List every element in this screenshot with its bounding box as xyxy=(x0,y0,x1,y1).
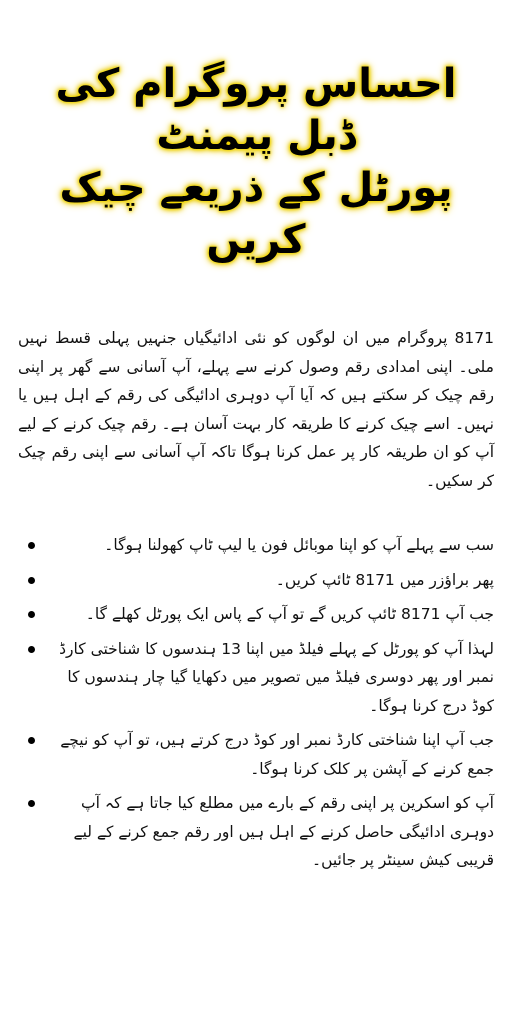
list-item xyxy=(18,566,494,595)
step-text: آپ کو اسکرین پر اپنی رقم کے بارے میں مطلع کیا جاتا ہے کہ آپ دوہری ادائیگی حاصل کرنے کے اہل ہیں اور رقم جمع کرنے کے لیے قریبی کیش سینٹر پر جائیں۔ xyxy=(73,794,494,869)
list-item xyxy=(18,726,494,783)
page-title xyxy=(18,58,494,266)
bullet-icon xyxy=(28,577,35,584)
bullet-icon xyxy=(28,800,35,807)
bullet-icon xyxy=(28,737,35,744)
article-page xyxy=(0,58,512,1024)
bullet-icon xyxy=(28,611,35,618)
list-item xyxy=(18,635,494,721)
list-item xyxy=(18,789,494,875)
step-text: سب سے پہلے آپ کو اپنا موبائل فون یا لیپ ٹاپ کھولنا ہوگا۔ xyxy=(104,536,494,554)
step-text: جب آپ 8171 ٹائپ کریں گے تو آپ کے پاس ایک پورٹل کھلے گا۔ xyxy=(85,605,494,623)
step-text: جب آپ اپنا شناختی کارڈ نمبر اور کوڈ درج کرتے ہیں، تو آپ کو نیچے جمع کرنے کے آپشن پر کلک کرنا ہوگا۔ xyxy=(60,731,494,778)
list-item xyxy=(18,531,494,560)
bullet-icon xyxy=(28,646,35,653)
intro-paragraph: 8171 پروگرام میں ان لوگوں کو نئی ادائیگیاں جنہیں پہلی قسط نہیں ملی۔ اپنی امدادی رقم وصول کرنے سے پہلے، آپ آسانی سے گھر پر اپنی رقم چیک کر سکتے ہیں کہ آیا آپ دوہری ادائیگی کی رقم کے اہل ہیں یا نہیں۔ اسے چیک کرنے کا طریقہ کار بہت آسان ہے۔ رقم چیک کرنے کے لیے آپ کو ان طریقہ کار پر عمل کرنا ہوگا تاکہ آپ آسانی سے اپنی رقم چیک کر سکیں۔ xyxy=(18,329,494,490)
step-text: پھر براؤزر میں 8171 ٹائپ کریں۔ xyxy=(275,570,494,589)
bullet-icon xyxy=(28,542,35,549)
title-line-2: پورٹل کے ذریعے چیک کریں xyxy=(59,165,453,263)
step-text: لہذا آپ کو پورٹل کے پہلے فیلڈ میں اپنا 13 ہندسوں کا شناختی کارڈ نمبر اور پھر دوسری فیلڈ میں تصویر میں دکھایا گیا چار ہندسوں کا کوڈ درج کرنا ہوگا۔ xyxy=(59,639,494,715)
list-item xyxy=(18,600,494,629)
steps-list xyxy=(18,531,494,875)
title-line-1: احساس پروگرام کی ڈبل پیمنٹ xyxy=(55,61,457,159)
